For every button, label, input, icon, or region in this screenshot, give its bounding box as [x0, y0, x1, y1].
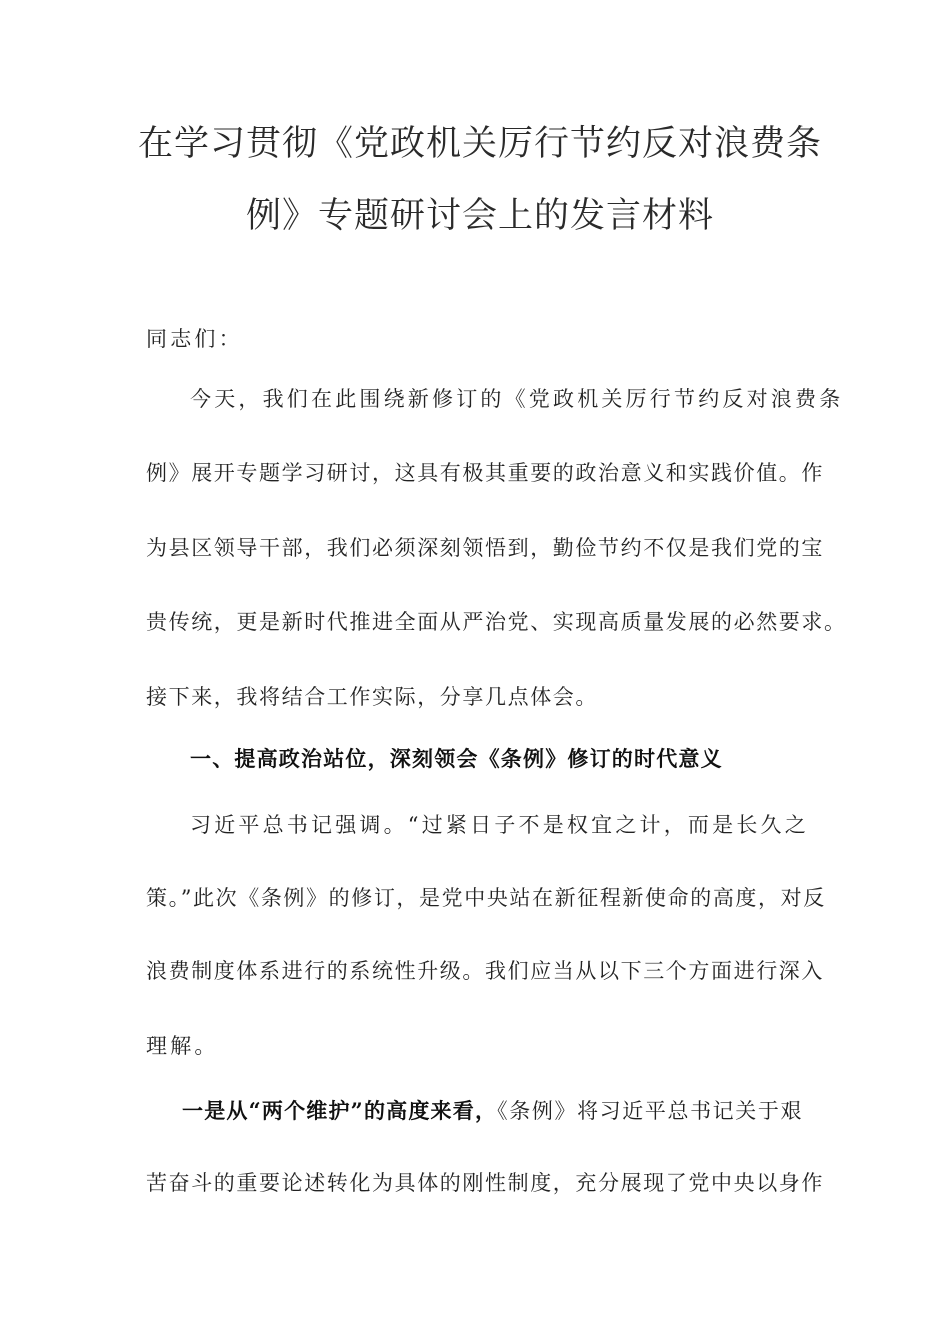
- point-one-line-2: 苦奋斗的重要论述转化为具体的刚性制度，充分展现了党中央以身作: [146, 1171, 824, 1195]
- document-title-line-2: 例》专题研讨会上的发言材料: [245, 196, 714, 236]
- point-one-line-1: [182, 1098, 803, 1124]
- paragraph-line: 理解。: [146, 1034, 219, 1058]
- paragraph-line: 策。”此次《条例》的修订，是党中央站在新征程新使命的高度，对反: [146, 886, 826, 910]
- point-one-text: 《条例》将习近平总书记关于艰: [497, 1099, 804, 1123]
- salutation: 同志们：: [146, 327, 243, 351]
- paragraph-line: 今天，我们在此围绕新修订的《党政机关厉行节约反对浪费条: [190, 387, 844, 411]
- paragraph-line: 习近平总书记强调。“过紧日子不是权宜之计，而是长久之: [190, 813, 809, 837]
- paragraph-line: 为县区领导干部，我们必须深刻领悟到，勤俭节约不仅是我们党的宝: [146, 536, 824, 560]
- section-heading: 一、提高政治站位，深刻领会《条例》修订的时代意义: [190, 746, 723, 771]
- point-one-bold-lead: 一是从“两个维护”的高度来看，: [182, 1098, 498, 1123]
- paragraph-line: 贵传统，更是新时代推进全面从严治党、实现高质量发展的必然要求。: [146, 610, 847, 634]
- paragraph-line: 接下来，我将结合工作实际，分享几点体会。: [146, 685, 598, 709]
- document-title-line-1: 在学习贯彻《党政机关厉行节约反对浪费条: [137, 124, 822, 164]
- paragraph-line: 例》展开专题学习研讨，这具有极其重要的政治意义和实践价值。作: [146, 461, 824, 485]
- paragraph-line: 浪费制度体系进行的系统性升级。我们应当从以下三个方面进行深入: [146, 959, 824, 983]
